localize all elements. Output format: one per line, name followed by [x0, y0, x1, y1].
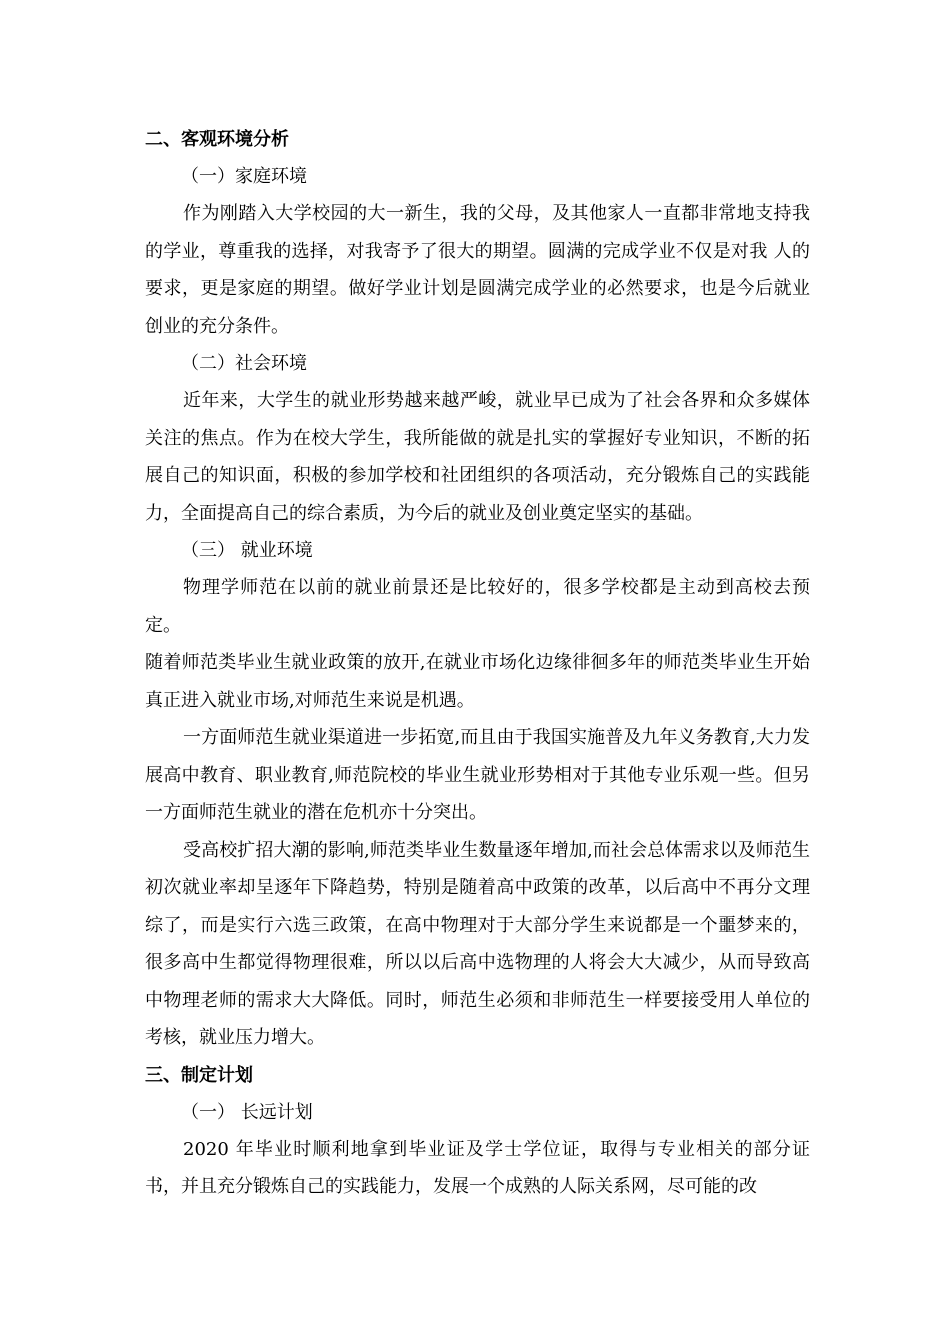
section-heading-objective-environment: 二、客观环境分析	[145, 129, 289, 150]
subheading-social-environment: （二）社会环境	[181, 353, 307, 374]
subheading-employment-environment: （三） 就业环境	[181, 540, 313, 561]
paragraph-employment-policy: 随着师范类毕业生就业政策的放开,在就业市场化边缘徘徊多年的师范类毕业生开始真正进入就业市场,对师范生来说是机遇。	[145, 652, 810, 711]
paragraph-employment-prospect: 物理学师范在以前的就业前景还是比较好的，很多学校都是主动到高校去预定。	[145, 577, 810, 636]
paragraph-long-term-plan: 2020 年毕业时顺利地拿到毕业证及学士学位证，取得与专业相关的部分证书，并且充分锻炼自己的实践能力，发展一个成熟的人际关系网，尽可能的改	[145, 1138, 810, 1197]
paragraph-social-environment: 近年来，大学生的就业形势越来越严峻，就业早已成为了社会各界和众多媒体关注的焦点。作为在校大学生，我所能做的就是扎实的掌握好专业知识，不断的拓展自己的知识面，积极的参加学校和社团组织的各项活动，充分锻炼自己的实践能力，全面提高自己的综合素质，为今后的就业及创业奠定坚实的基础。	[145, 390, 810, 524]
subheading-family-environment: （一）家庭环境	[181, 166, 307, 187]
paragraph-employment-pressure: 受高校扩招大潮的影响,师范类毕业生数量逐年增加,而社会总体需求以及师范生初次就业率却呈逐年下降趋势，特别是随着高中政策的改革，以后高中不再分文理综了，而是实行六选三政策，在高中物理对于大部分学生来说都是一个噩梦来的，很多高中生都觉得物理很难，所以以后高中选物理的人将会大大减少，从而导致高中物理老师的需求大大降低。同时，师范生必须和非师范生一样要接受用人单位的考核，就业压力增大。	[145, 839, 810, 1048]
paragraph-employment-channels: 一方面师范生就业渠道进一步拓宽,而且由于我国实施普及九年义务教育,大力发展高中教育、职业教育,师范院校的毕业生就业形势相对于其他专业乐观一些。但另一方面师范生就业的潜在危机亦十分突出。	[145, 727, 810, 823]
document-body	[145, 121, 810, 1206]
subheading-long-term-plan: （一） 长远计划	[181, 1101, 313, 1123]
section-heading-make-plan: 三、制定计划	[145, 1064, 253, 1086]
paragraph-family-environment: 作为刚踏入大学校园的大一新生，我的父母，及其他家人一直都非常地支持我的学业，尊重我的选择，对我寄予了很大的期望。圆满的完成学业不仅是对我 人的要求，更是家庭的期望。做好学业计划是圆满完成学业的必然要求，也是今后就业创业的充分条件。	[145, 203, 810, 337]
